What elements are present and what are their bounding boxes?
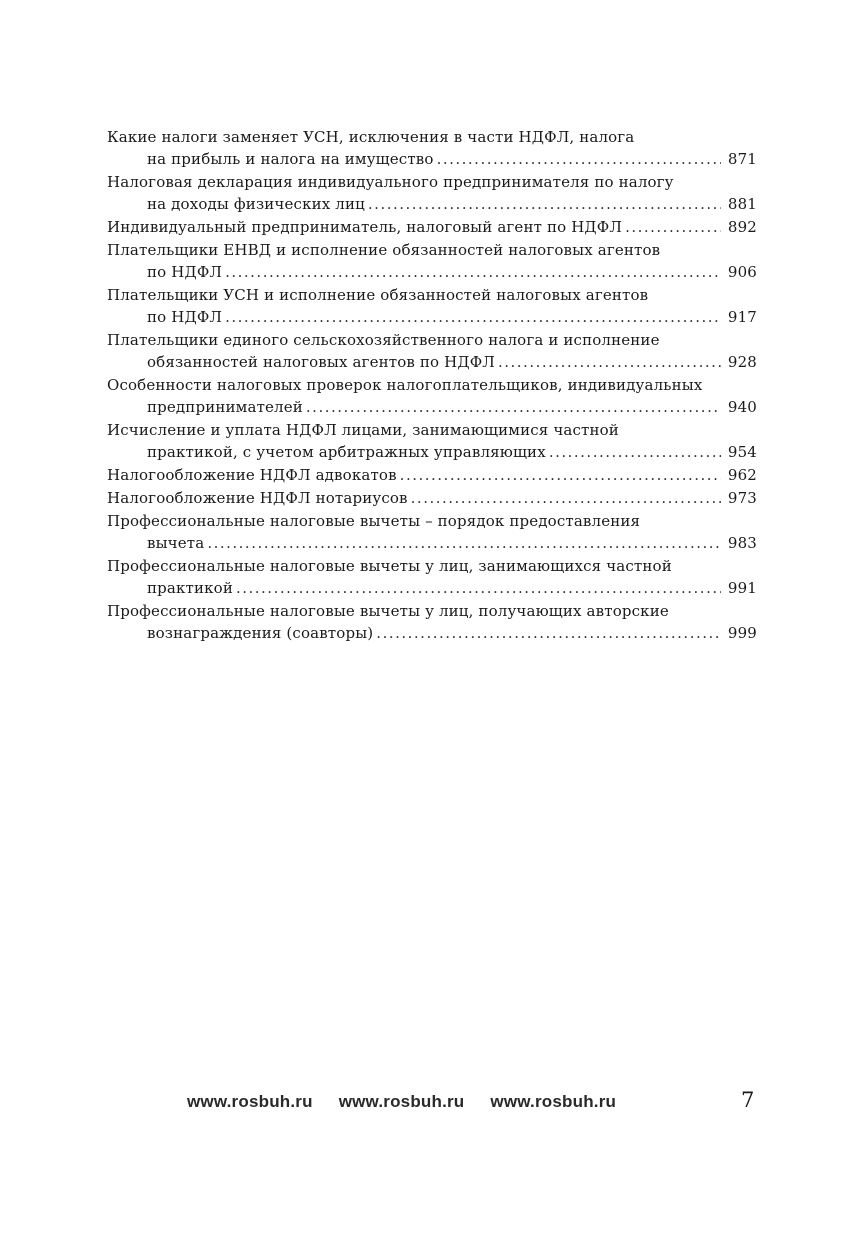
toc-entry-title: Налоговая декларация индивидуального предпринимателя по налогу <box>107 173 674 191</box>
toc-entry-title: Плательщики ЕНВД и исполнение обязанностей налоговых агентов <box>107 241 661 259</box>
dot-leader <box>368 193 721 215</box>
toc-page-number: 973 <box>727 489 757 507</box>
toc-entry[interactable] <box>107 171 757 215</box>
toc-entry-title: Профессиональные налоговые вычеты у лиц, занимающихся частной <box>107 557 672 575</box>
toc-entry[interactable] <box>107 216 757 238</box>
footer-links <box>187 1092 616 1112</box>
toc-entry-title: Исчисление и уплата НДФЛ лицами, занимающимися частной <box>107 421 619 439</box>
dot-leader <box>376 622 721 644</box>
toc-entry[interactable] <box>107 284 757 328</box>
table-of-contents <box>107 126 757 645</box>
toc-entry-title-continued: обязанностей налоговых агентов по НДФЛ <box>147 353 495 371</box>
toc-entry-title: Особенности налоговых проверок налогоплательщиков, индивидуальных <box>107 376 703 394</box>
toc-entry-title: Налогообложение НДФЛ адвокатов <box>107 466 397 484</box>
dot-leader <box>225 261 721 283</box>
footer-link[interactable]: www.rosbuh.ru <box>490 1092 617 1111</box>
toc-entry-title: Налогообложение НДФЛ нотариусов <box>107 489 408 507</box>
toc-page-number: 991 <box>727 579 757 597</box>
toc-entry-title: Какие налоги заменяет УСН, исключения в части НДФЛ, налога <box>107 128 635 146</box>
dot-leader <box>400 464 721 486</box>
toc-page-number: 928 <box>727 353 757 371</box>
toc-page-number: 962 <box>727 466 757 484</box>
toc-page-number: 954 <box>727 443 757 461</box>
toc-page-number: 892 <box>727 218 757 236</box>
toc-page-number: 917 <box>727 308 757 326</box>
toc-entry-title-continued: практикой, с учетом арбитражных управляющих <box>147 443 546 461</box>
toc-entry-title-continued: практикой <box>147 579 233 597</box>
toc-entry-title: Плательщики УСН и исполнение обязанностей налоговых агентов <box>107 286 649 304</box>
toc-entry-title-continued: предпринимателей <box>147 398 303 416</box>
toc-entry[interactable] <box>107 329 757 373</box>
toc-entry-title-continued: на доходы физических лиц <box>147 195 365 213</box>
toc-entry-title-continued: вычета <box>147 534 205 552</box>
toc-entry[interactable] <box>107 126 757 170</box>
toc-entry-title: Профессиональные налоговые вычеты – порядок предоставления <box>107 512 641 530</box>
dot-leader <box>306 396 721 418</box>
toc-entry-title-continued: по НДФЛ <box>147 263 223 281</box>
footer-link[interactable]: www.rosbuh.ru <box>187 1092 313 1111</box>
toc-entry-title-continued: на прибыль и налога на имущество <box>147 150 434 168</box>
toc-page-number: 999 <box>727 624 757 642</box>
toc-entry[interactable] <box>107 419 757 463</box>
toc-page-number: 871 <box>727 150 757 168</box>
toc-entry[interactable] <box>107 555 757 599</box>
dot-leader <box>207 532 721 554</box>
toc-page-number: 940 <box>727 398 757 416</box>
toc-entry[interactable] <box>107 510 757 554</box>
dot-leader <box>225 306 721 328</box>
toc-entry-title: Плательщики единого сельскохозяйственного налога и исполнение <box>107 331 660 349</box>
toc-page-number: 983 <box>727 534 757 552</box>
toc-entry[interactable] <box>107 600 757 644</box>
dot-leader <box>411 487 721 509</box>
toc-entry[interactable] <box>107 239 757 283</box>
toc-entry-title-continued: по НДФЛ <box>147 308 223 326</box>
toc-page-number: 881 <box>727 195 757 213</box>
dot-leader <box>236 577 721 599</box>
toc-entry[interactable] <box>107 464 757 486</box>
footer-link[interactable]: www.rosbuh.ru <box>338 1092 465 1111</box>
toc-entry-title: Индивидуальный предприниматель, налоговый агент по НДФЛ <box>107 218 623 236</box>
toc-page-number: 906 <box>727 263 757 281</box>
toc-entry-title: Профессиональные налоговые вычеты у лиц, получающих авторские <box>107 602 669 620</box>
dot-leader <box>549 441 721 463</box>
toc-entry[interactable] <box>107 374 757 418</box>
toc-entry[interactable] <box>107 487 757 509</box>
dot-leader <box>498 351 721 373</box>
dot-leader <box>437 148 721 170</box>
dot-leader <box>625 216 721 238</box>
page-number: 7 <box>741 1088 755 1112</box>
toc-entry-title-continued: вознаграждения (соавторы) <box>147 624 374 642</box>
